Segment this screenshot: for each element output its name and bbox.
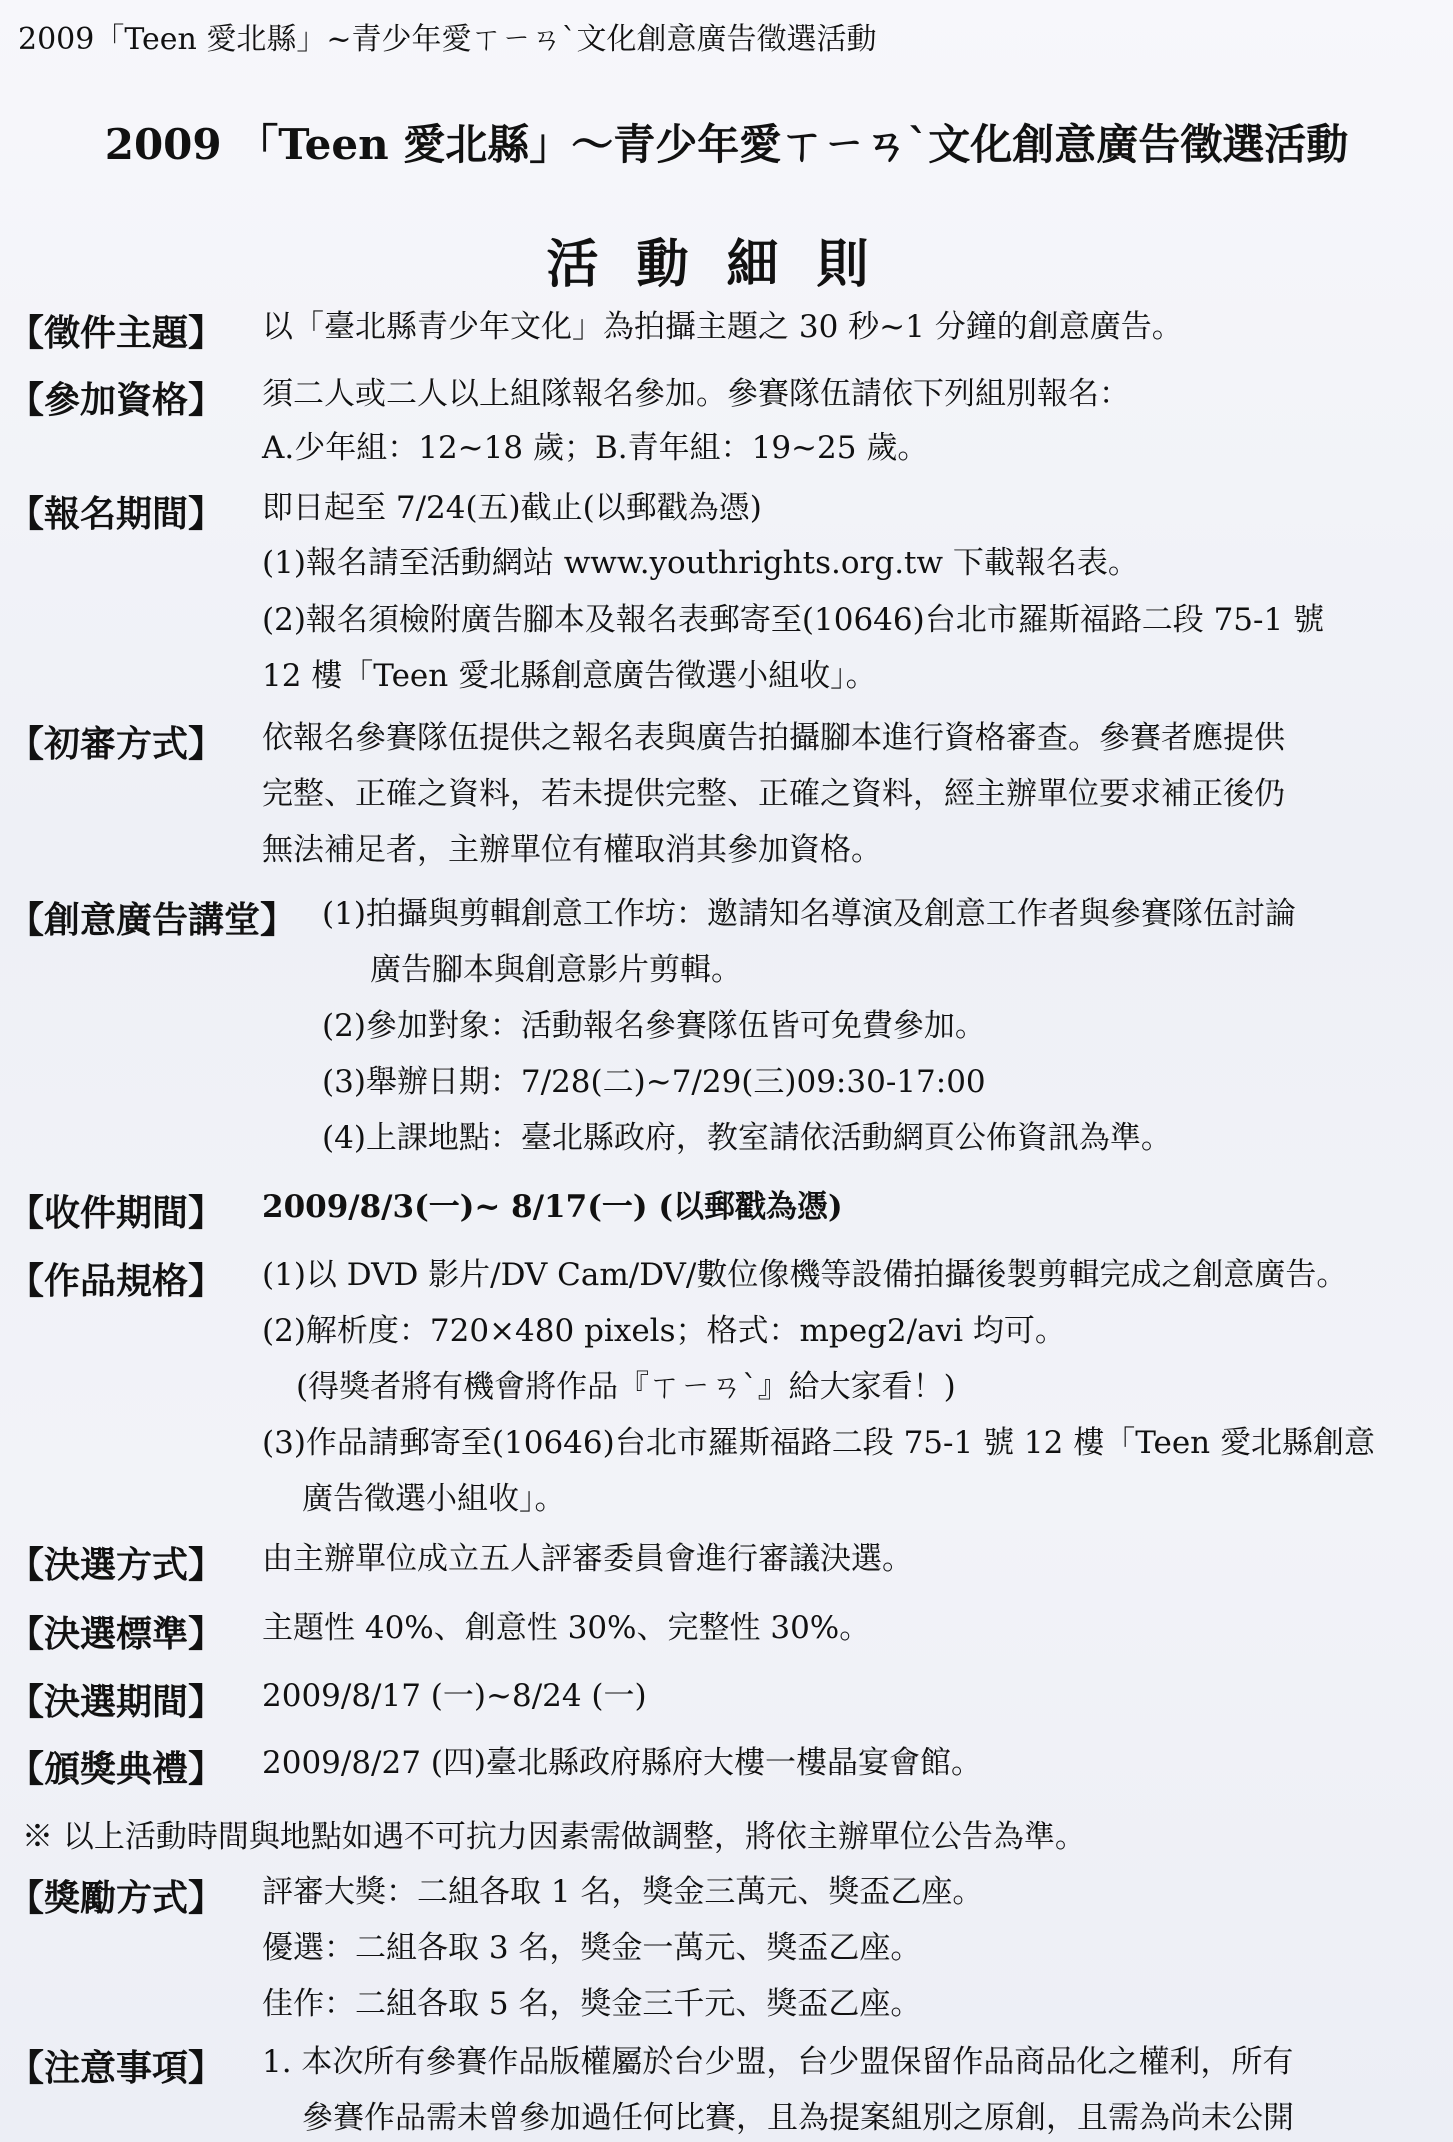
running-header: 2009「Teen 愛北縣」~青少年愛ㄒㄧㄢˋ文化創意廣告徵選活動: [18, 22, 877, 57]
section-label: 【創意廣告講堂】: [8, 899, 297, 941]
section-label: 【初審方式】: [8, 723, 225, 765]
section-line: 12 樓「Teen 愛北縣創意廣告徵選小組收」。: [262, 658, 877, 694]
section-line: 廣告徵選小組收」。: [302, 1481, 566, 1517]
section-line: 優選：二組各取 3 名，獎金一萬元、獎盃乙座。: [262, 1930, 922, 1966]
section-label: 【決選標準】: [8, 1613, 225, 1655]
section-line: 即日起至 7/24(五)截止(以郵戳為憑): [262, 490, 762, 526]
section-line: 佳作：二組各取 5 名，獎金三千元、獎盃乙座。: [262, 1986, 922, 2022]
section-line: (1)拍攝與剪輯創意工作坊：邀請知名導演及創意工作者與參賽隊伍討論: [322, 896, 1296, 932]
section-line: A.少年組：12~18 歲；B.青年組：19~25 歲。: [262, 430, 929, 466]
schedule-notice: ※ 以上活動時間與地點如遇不可抗力因素需做調整，將依主辦單位公告為準。: [22, 1819, 1086, 1855]
section-line: (3)舉辦日期：7/28(二)~7/29(三)09:30-17:00: [322, 1064, 986, 1100]
document-subtitle: 活動細則: [546, 234, 907, 295]
section-line: (1)報名請至活動網站 www.youthrights.org.tw 下載報名表。: [262, 545, 1139, 581]
section-line: 由主辦單位成立五人評審委員會進行審議決選。: [262, 1541, 913, 1577]
section-label: 【決選期間】: [8, 1681, 225, 1723]
section-line: 評審大獎：二組各取 1 名，獎金三萬元、獎盃乙座。: [262, 1874, 984, 1910]
section-label: 【徵件主題】: [8, 312, 225, 354]
section-label: 【頒獎典禮】: [8, 1748, 225, 1790]
section-label: 【獎勵方式】: [8, 1877, 225, 1919]
section-line: (1)以 DVD 影片/DV Cam/DV/數位像機等設備拍攝後製剪輯完成之創意廣告。: [262, 1257, 1348, 1293]
section-line: 完整、正確之資料，若未提供完整、正確之資料，經主辦單位要求補正後仍: [262, 776, 1285, 812]
section-line: (3)作品請郵寄至(10646)台北市羅斯福路二段 75-1 號 12 樓「Teen 愛北縣創意: [262, 1425, 1376, 1461]
section-line: (2)參加對象：活動報名參賽隊伍皆可免費參加。: [322, 1008, 986, 1044]
section-line: 2009/8/17 (一)~8/24 (一): [262, 1678, 647, 1714]
section-line: 廣告腳本與創意影片剪輯。: [370, 952, 742, 988]
section-label: 【報名期間】: [8, 493, 225, 535]
section-line: 參賽作品需未曾參加過任何比賽，且為提案組別之原創，且需為尚未公開: [302, 2100, 1294, 2136]
section-line: 2009/8/3(一)~ 8/17(一) (以郵戳為憑): [262, 1189, 843, 1225]
section-line: (4)上課地點：臺北縣政府，教室請依活動網頁公佈資訊為準。: [322, 1120, 1172, 1156]
section-line: 依報名參賽隊伍提供之報名表與廣告拍攝腳本進行資格審查。參賽者應提供: [262, 720, 1285, 756]
section-line: 無法補足者，主辦單位有權取消其參加資格。: [262, 832, 882, 868]
section-label: 【決選方式】: [8, 1544, 225, 1586]
section-line: (2)報名須檢附廣告腳本及報名表郵寄至(10646)台北市羅斯福路二段 75-1 號: [262, 602, 1325, 638]
section-label: 【注意事項】: [8, 2047, 225, 2089]
document-title: 2009 「Teen 愛北縣」～青少年愛ㄒㄧㄢˋ文化創意廣告徵選活動: [104, 120, 1349, 169]
section-line: 以「臺北縣青少年文化」為拍攝主題之 30 秒~1 分鐘的創意廣告。: [262, 309, 1183, 345]
section-label: 【作品規格】: [8, 1260, 225, 1302]
section-label: 【參加資格】: [8, 379, 225, 421]
section-label: 【收件期間】: [8, 1192, 225, 1234]
section-line: (2)解析度：720×480 pixels；格式：mpeg2/avi 均可。: [262, 1313, 1066, 1349]
section-line: 須二人或二人以上組隊報名參加。參賽隊伍請依下列組別報名：: [262, 376, 1130, 412]
section-line: 2009/8/27 (四)臺北縣政府縣府大樓一樓晶宴會館。: [262, 1745, 982, 1781]
section-line: 主題性 40%、創意性 30%、完整性 30%。: [262, 1610, 871, 1646]
section-line: 1. 本次所有參賽作品版權屬於台少盟，台少盟保留作品商品化之權利，所有: [262, 2044, 1294, 2080]
section-line: (得獎者將有機會將作品『ㄒㄧㄢˋ』給大家看！): [296, 1369, 956, 1405]
